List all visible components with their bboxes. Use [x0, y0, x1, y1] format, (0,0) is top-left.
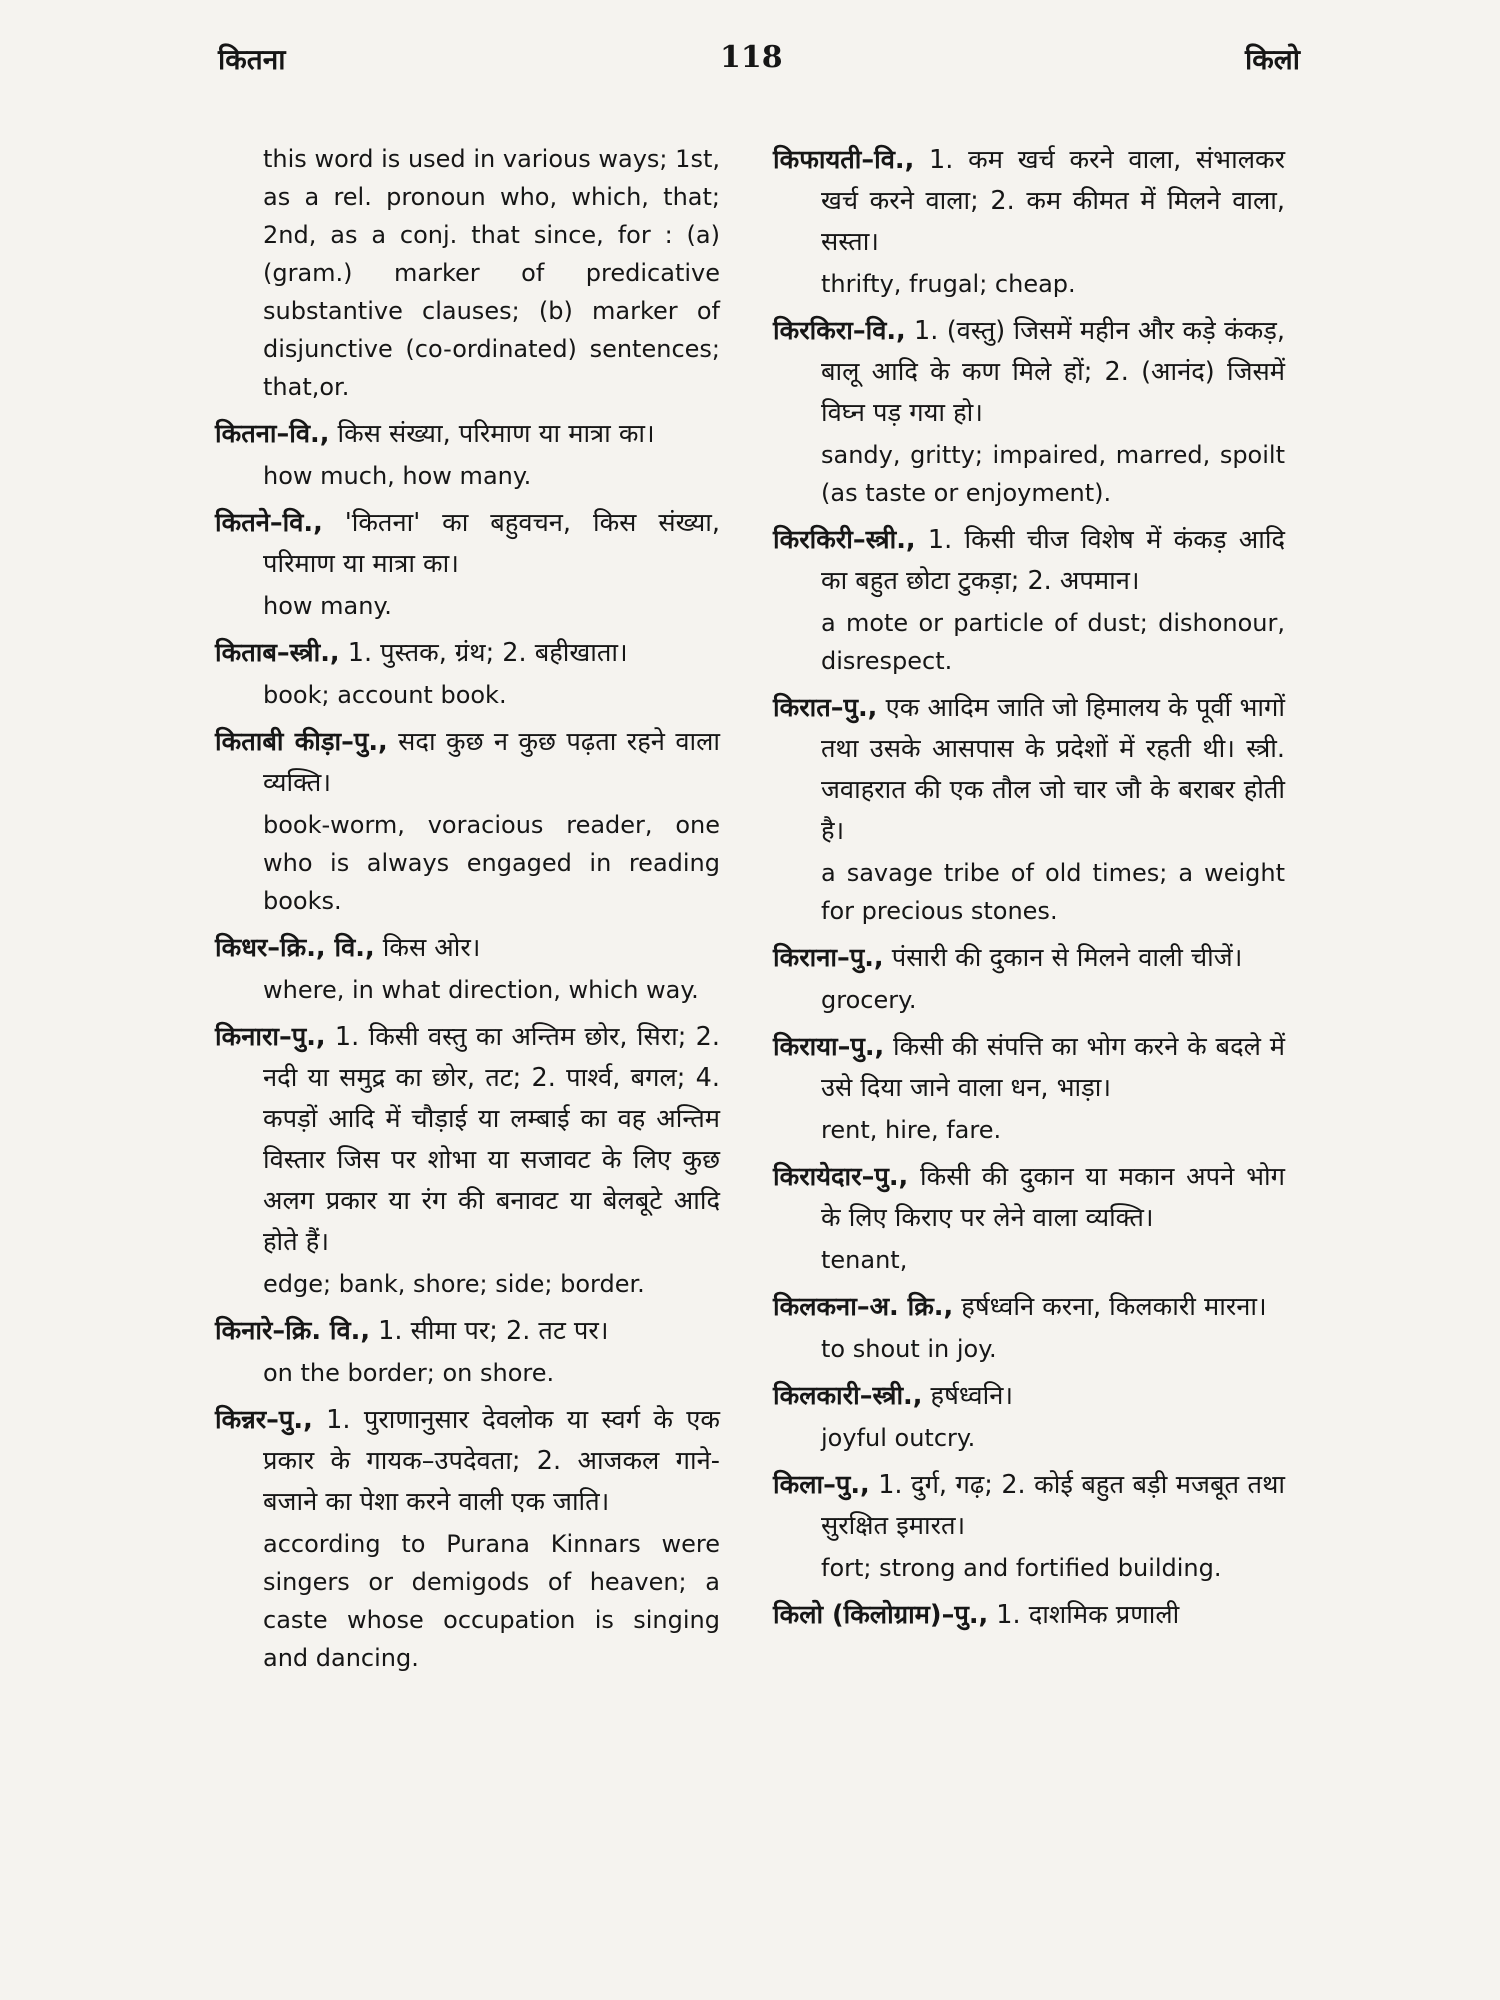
english-definition: book-worm, voracious reader, one who is always engaged in reading books. [263, 811, 720, 915]
dictionary-entry [773, 1157, 1285, 1279]
dictionary-entry [773, 1287, 1285, 1368]
hindi-definition: किसी की संपत्ति का भोग करने के बदले में उसे दिया जाने वाला धन, भाड़ा। [821, 1032, 1285, 1103]
headword: किताब–स्त्री., [215, 638, 340, 668]
dictionary-entry [773, 1465, 1285, 1587]
dictionary-entry [773, 140, 1285, 303]
dictionary-entry [773, 938, 1285, 1019]
dictionary-entry [215, 1017, 720, 1303]
dictionary-entry [773, 311, 1285, 512]
hindi-definition: 1. किसी चीज विशेष में कंकड़ आदि का बहुत छोटा टुकड़ा; 2. अपमान। [821, 525, 1285, 596]
english-definition: how much, how many. [263, 462, 532, 490]
dictionary-entry [215, 633, 720, 714]
hindi-definition: 'कितना' का बहुवचन, किस संख्या, परिमाण या मात्रा का। [263, 508, 720, 579]
headword: किधर–क्रि., वि., [215, 933, 375, 963]
english-definition: a mote or particle of dust; dishonour, disrespect. [821, 609, 1285, 675]
hindi-definition: हर्षध्वनि। [922, 1381, 1014, 1411]
english-definition: tenant, [821, 1246, 908, 1274]
english-definition: this word is used in various ways; 1st, as a rel. pronoun who, which, that; 2nd, as a conj. that since, for : (a) (gram.) marker of predicative substantive clauses; (b) marker of disjunctive (co-ordinated) sentences; that,or. [263, 145, 720, 401]
dictionary-entry [773, 520, 1285, 680]
headword: किनारे–क्रि. वि., [215, 1316, 371, 1346]
headword: किराना–पु., [773, 943, 884, 973]
hindi-definition: 1. दुर्ग, गढ़; 2. कोई बहुत बड़ी मजबूत तथा सुरक्षित इमारत। [821, 1470, 1285, 1541]
dictionary-entry [215, 1311, 720, 1392]
english-definition: where, in what direction, which way. [263, 976, 699, 1004]
english-definition: according to Purana Kinnars were singers or demigods of heaven; a caste whose occupation is singing and dancing. [263, 1530, 720, 1672]
headword: किला–पु., [773, 1470, 870, 1500]
hindi-definition: किसी की दुकान या मकान अपने भोग के लिए किराए पर लेने वाला व्यक्ति। [821, 1162, 1285, 1233]
headword: कितने–वि., [215, 508, 323, 538]
dictionary-entry [773, 1027, 1285, 1149]
dictionary-entry-continued [215, 140, 720, 406]
english-definition: grocery. [821, 986, 917, 1014]
headword: किरायेदार–पु., [773, 1162, 909, 1192]
dictionary-entry [773, 688, 1285, 930]
headword: किताबी कीड़ा–पु., [215, 727, 388, 757]
dictionary-entry [215, 928, 720, 1009]
hindi-definition: सदा कुछ न कुछ पढ़ता रहने वाला व्यक्ति। [263, 727, 720, 798]
headword: किलकारी–स्त्री., [773, 1381, 923, 1411]
headword: किफायती–वि., [773, 145, 915, 175]
hindi-definition: 1. दाशमिक प्रणाली [988, 1600, 1180, 1630]
hindi-definition: पंसारी की दुकान से मिलने वाली चीजें। [883, 943, 1243, 973]
dictionary-entry [215, 1400, 720, 1677]
english-definition: a savage tribe of old times; a weight for precious stones. [821, 859, 1285, 925]
hindi-definition: 1. कम खर्च करने वाला, संभालकर खर्च करने वाला; 2. कम कीमत में मिलने वाला, सस्ता। [821, 145, 1285, 257]
english-definition: sandy, gritty; impaired, marred, spoilt (as taste or enjoyment). [821, 441, 1285, 507]
hindi-definition: 1. सीमा पर; 2. तट पर। [370, 1316, 609, 1346]
english-definition: how many. [263, 592, 392, 620]
dictionary-entry [773, 1376, 1285, 1457]
english-definition: to shout in joy. [821, 1335, 997, 1363]
left-column [215, 140, 720, 1685]
headword: किरकिरा–वि., [773, 316, 906, 346]
headword: किलो (किलोग्राम)–पु., [773, 1600, 989, 1630]
hindi-definition: किस संख्या, परिमाण या मात्रा का। [329, 419, 655, 449]
dictionary-entry [215, 722, 720, 920]
hindi-definition: 1. (वस्तु) जिसमें महीन और कड़े कंकड़, बालू आदि के कण मिले हों; 2. (आनंद) जिसमें विघ्न पड़ गया हो। [821, 316, 1285, 428]
headword: किरकिरी–स्त्री., [773, 525, 916, 555]
dictionary-entry [215, 414, 720, 495]
english-definition: thrifty, frugal; cheap. [821, 270, 1076, 298]
english-definition: on the border; on shore. [263, 1359, 555, 1387]
headword: किलकना–अ. क्रि., [773, 1292, 954, 1322]
hindi-definition: 1. पुराणानुसार देवलोक या स्वर्ग के एक प्रकार के गायक–उपदेवता; 2. आजकल गाने-बजाने का पेशा करने वाली एक जाति। [263, 1405, 720, 1517]
english-definition: fort; strong and fortified building. [821, 1554, 1222, 1582]
page-number: 118 [720, 40, 783, 75]
headword: किनारा–पु., [215, 1022, 326, 1052]
running-head-left: कितना [218, 43, 286, 76]
right-column [773, 140, 1285, 1644]
hindi-definition: किस ओर। [374, 933, 481, 963]
dictionary-entry [215, 503, 720, 625]
hindi-definition: हर्षध्वनि करना, किलकारी मारना। [953, 1292, 1267, 1322]
english-definition: joyful outcry. [821, 1424, 976, 1452]
hindi-definition: एक आदिम जाति जो हिमालय के पूर्वी भागों तथा उसके आसपास के प्रदेशों में रहती थी। स्त्री. जवाहरात की एक तौल जो चार जौ के बराबर होती है। [821, 693, 1285, 846]
headword: किरात–पु., [773, 693, 878, 723]
headword: कितना–वि., [215, 419, 330, 449]
hindi-definition: 1. किसी वस्तु का अन्तिम छोर, सिरा; 2. नदी या समुद्र का छोर, तट; 2. पार्श्व, बगल; 4. कपड़ों आदि में चौड़ाई या लम्बाई का वह अन्तिम विस्तार जिस पर शोभा या सजावट के लिए कुछ अलग प्रकार या रंग की बनावट या बेलबूटे आदि होते हैं। [263, 1022, 720, 1257]
dictionary-entry [773, 1595, 1285, 1636]
english-definition: edge; bank, shore; side; border. [263, 1270, 645, 1298]
headword: किन्नर–पु., [215, 1405, 313, 1435]
english-definition: rent, hire, fare. [821, 1116, 1002, 1144]
english-definition: book; account book. [263, 681, 507, 709]
headword: किराया–पु., [773, 1032, 885, 1062]
running-head-right: किलो [1245, 43, 1300, 76]
hindi-definition: 1. पुस्तक, ग्रंथ; 2. बहीखाता। [339, 638, 628, 668]
